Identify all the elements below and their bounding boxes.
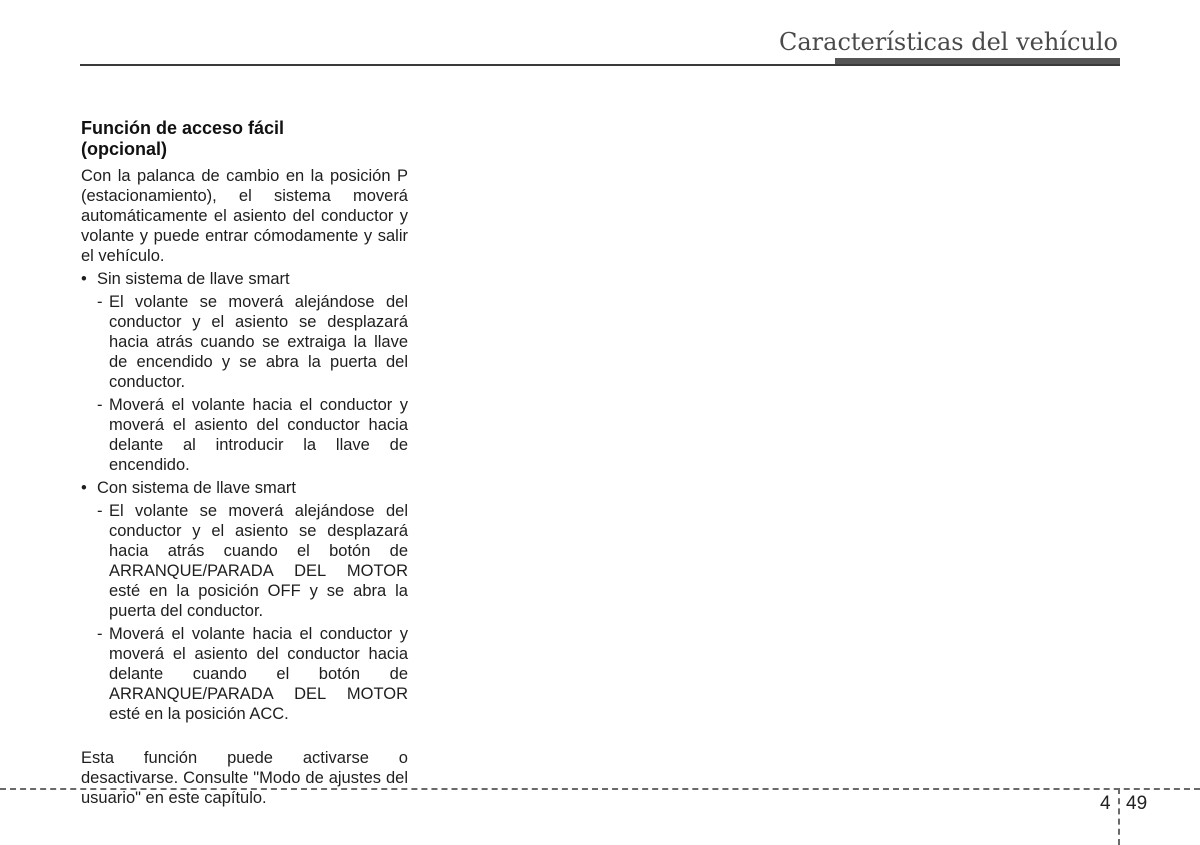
page-number: 49 xyxy=(1126,793,1148,814)
closing-paragraph: Esta función puede activarse o desactivarse. Consulte "Modo de ajustes del usuario" en este capítulo. xyxy=(81,749,408,807)
section-heading-line-1: Función de acceso fácil xyxy=(81,118,285,138)
bullet-item-with-smart-key xyxy=(81,478,408,498)
footer-dashed-divider xyxy=(1118,788,1120,845)
bullet-icon: • xyxy=(81,270,87,288)
intro-paragraph: Con la palanca de cambio en la posición P (estacionamiento), el sistema moverá automáticamente el asiento del conductor y volante y puede entrar cómodamente y salir el vehículo. xyxy=(81,167,408,265)
dash-mark: - xyxy=(97,502,103,520)
dash-mark: - xyxy=(97,396,103,414)
section-heading-line-2: (opcional) xyxy=(81,139,167,159)
footer-dashed-rule xyxy=(0,788,1200,790)
sub-item-text: El volante se moverá alejándose del conductor y el asiento se desplazará hacia atrás cuando el botón de ARRANQUE/PARADA DEL MOTOR esté en la posición OFF y se abra la puerta del conductor. xyxy=(109,502,408,620)
sub-item xyxy=(81,624,408,724)
sub-item xyxy=(81,395,408,475)
dash-mark: - xyxy=(97,293,103,311)
sub-item-text: Moverá el volante hacia el conductor y moverá el asiento del conductor hacia delante cuando el botón de ARRANQUE/PARADA DEL MOTOR esté en la posición ACC. xyxy=(109,625,408,723)
text-column xyxy=(81,118,408,811)
sub-item xyxy=(81,292,408,392)
chapter-header-title: Características del vehículo xyxy=(778,28,1118,56)
chapter-number: 4 xyxy=(1100,793,1111,814)
bullet-item-without-smart-key xyxy=(81,269,408,289)
sub-item-text: El volante se moverá alejándose del conductor y el asiento se desplazará hacia atrás cuando se extraiga la llave de encendido y se abra la puerta del conductor. xyxy=(109,293,408,391)
dash-mark: - xyxy=(97,625,103,643)
bullet-icon: • xyxy=(81,479,87,497)
header-rule xyxy=(80,64,1120,66)
bullet-label: Sin sistema de llave smart xyxy=(97,270,290,288)
sub-item xyxy=(81,501,408,621)
sub-item-text: Moverá el volante hacia el conductor y moverá el asiento del conductor hacia delante al introducir la llave de encendido. xyxy=(109,396,408,474)
section-heading xyxy=(81,118,408,160)
bullet-label: Con sistema de llave smart xyxy=(97,479,296,497)
